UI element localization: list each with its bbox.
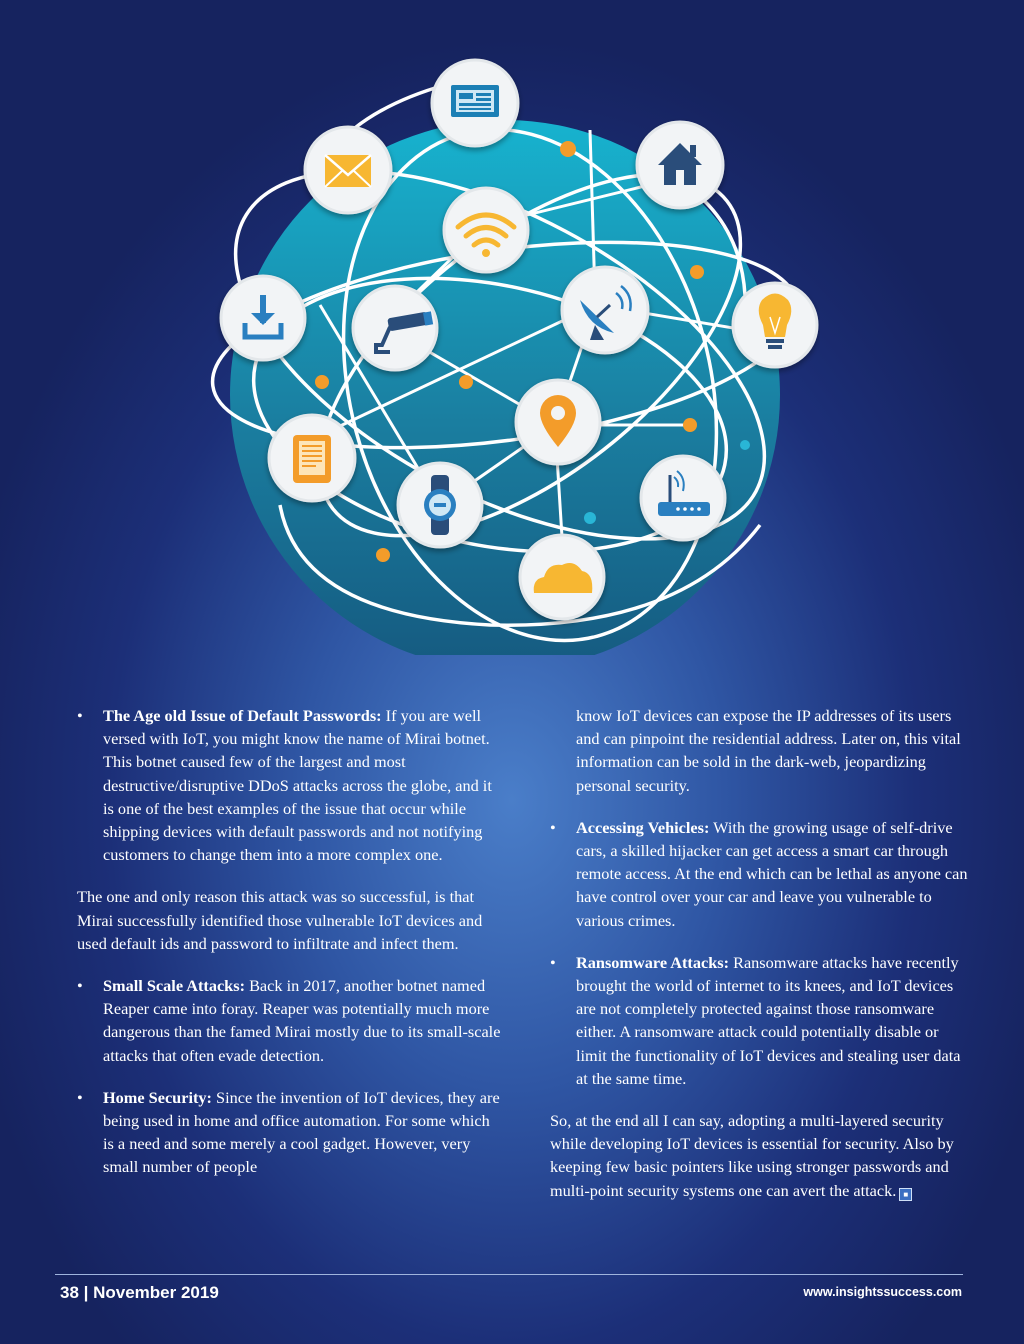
download-icon — [221, 276, 305, 360]
bullet-marker: • — [77, 1087, 83, 1107]
bullet-heading: Small Scale Attacks: — [103, 976, 245, 996]
bullet-marker: • — [77, 976, 83, 996]
left-text-column — [77, 704, 502, 1198]
bullet-text: Ransomware attacks have recently brought the world of internet to its knees, and IoT devices are not completely protected against those ransomware either. A ransomware attack could potentially disable or limit the functionality of IoT devices and stealing user data at the same time. — [576, 952, 961, 1088]
paragraph-mirai-reason: The one and only reason this attack was so successful, is that Mirai successfully identified those vulnerable IoT devices and used default ids and password to infiltrate and infect them. — [77, 887, 483, 953]
cctv-camera-icon — [353, 286, 437, 370]
footer-website: www.insightssuccess.com — [803, 1285, 962, 1299]
bullet-home-security-continued — [550, 704, 972, 797]
bullet-text: If you are well versed with IoT, you might know the name of Mirai botnet. This botnet caused few of the largest and most destructive/disruptive DDoS attacks across the globe, and it is one of the best examples of the issue that occur while shipping devices with default passwords and not notifying customers to change them into a more complex one. — [103, 706, 492, 865]
footer-page-number: 38 | November 2019 — [60, 1283, 219, 1302]
location-pin-icon — [516, 380, 600, 464]
wifi-icon — [444, 188, 528, 272]
monitor-icon — [432, 60, 518, 146]
bullet-heading: Accessing Vehicles: — [576, 817, 710, 837]
footer-divider — [55, 1274, 963, 1275]
article-end-mark-icon: ■ — [899, 1188, 912, 1201]
bullet-heading: Ransomware Attacks: — [576, 952, 730, 972]
home-icon — [637, 122, 723, 208]
bullet-default-passwords — [77, 704, 502, 866]
cloud-icon — [520, 535, 604, 619]
lightbulb-icon — [733, 283, 817, 367]
bullet-accessing-vehicles — [550, 816, 972, 932]
paragraph-conclusion — [550, 1109, 972, 1202]
bullet-text: With the growing usage of self-drive cars, a skilled hijacker can get access a smart car through remote access. At the end which can be lethal as anyone can have control over your car and leave you vulnerable to various crimes. — [576, 817, 968, 930]
iot-globe-illustration — [200, 55, 820, 655]
bullet-ransomware-attacks — [550, 951, 972, 1090]
bullet-text: Since the invention of IoT devices, they are being used in home and office automation. For some which is a need and some merely a cool gadget. However, very small number of people — [103, 1087, 500, 1177]
bullet-marker: • — [77, 706, 83, 725]
bullet-text: Back in 2017, another botnet named Reaper came into foray. Reaper was potentially much more dangerous than the famed Mirai mostly due to its small-scale attacks that often evade detection. — [103, 976, 501, 1065]
bullet-small-scale-attacks — [77, 974, 502, 1067]
bullet-heading: Home Security: — [103, 1087, 212, 1107]
bullet-home-security — [77, 1086, 502, 1179]
right-text-column — [550, 704, 972, 1221]
ebook-reader-icon — [269, 415, 355, 501]
bullet-marker: • — [550, 952, 556, 972]
satellite-dish-icon — [562, 267, 648, 353]
conclusion-text: So, at the end all I can say, adopting a multi-layered security while developing IoT devices is essential for security. Also by keeping few basic pointers like using stronger passwords and multi-point security systems one can avert the attack. — [550, 1111, 954, 1200]
router-icon — [641, 456, 725, 540]
bullet-marker: • — [550, 817, 556, 837]
smartwatch-icon — [398, 463, 482, 547]
bullet-text: know IoT devices can expose the IP addresses of its users and can pinpoint the residential address. Later on, this vital information can be sold in the dark-web, jeopardizing personal security. — [576, 706, 961, 795]
bullet-heading: The Age old Issue of Default Passwords: — [103, 706, 382, 725]
envelope-icon — [305, 127, 391, 213]
